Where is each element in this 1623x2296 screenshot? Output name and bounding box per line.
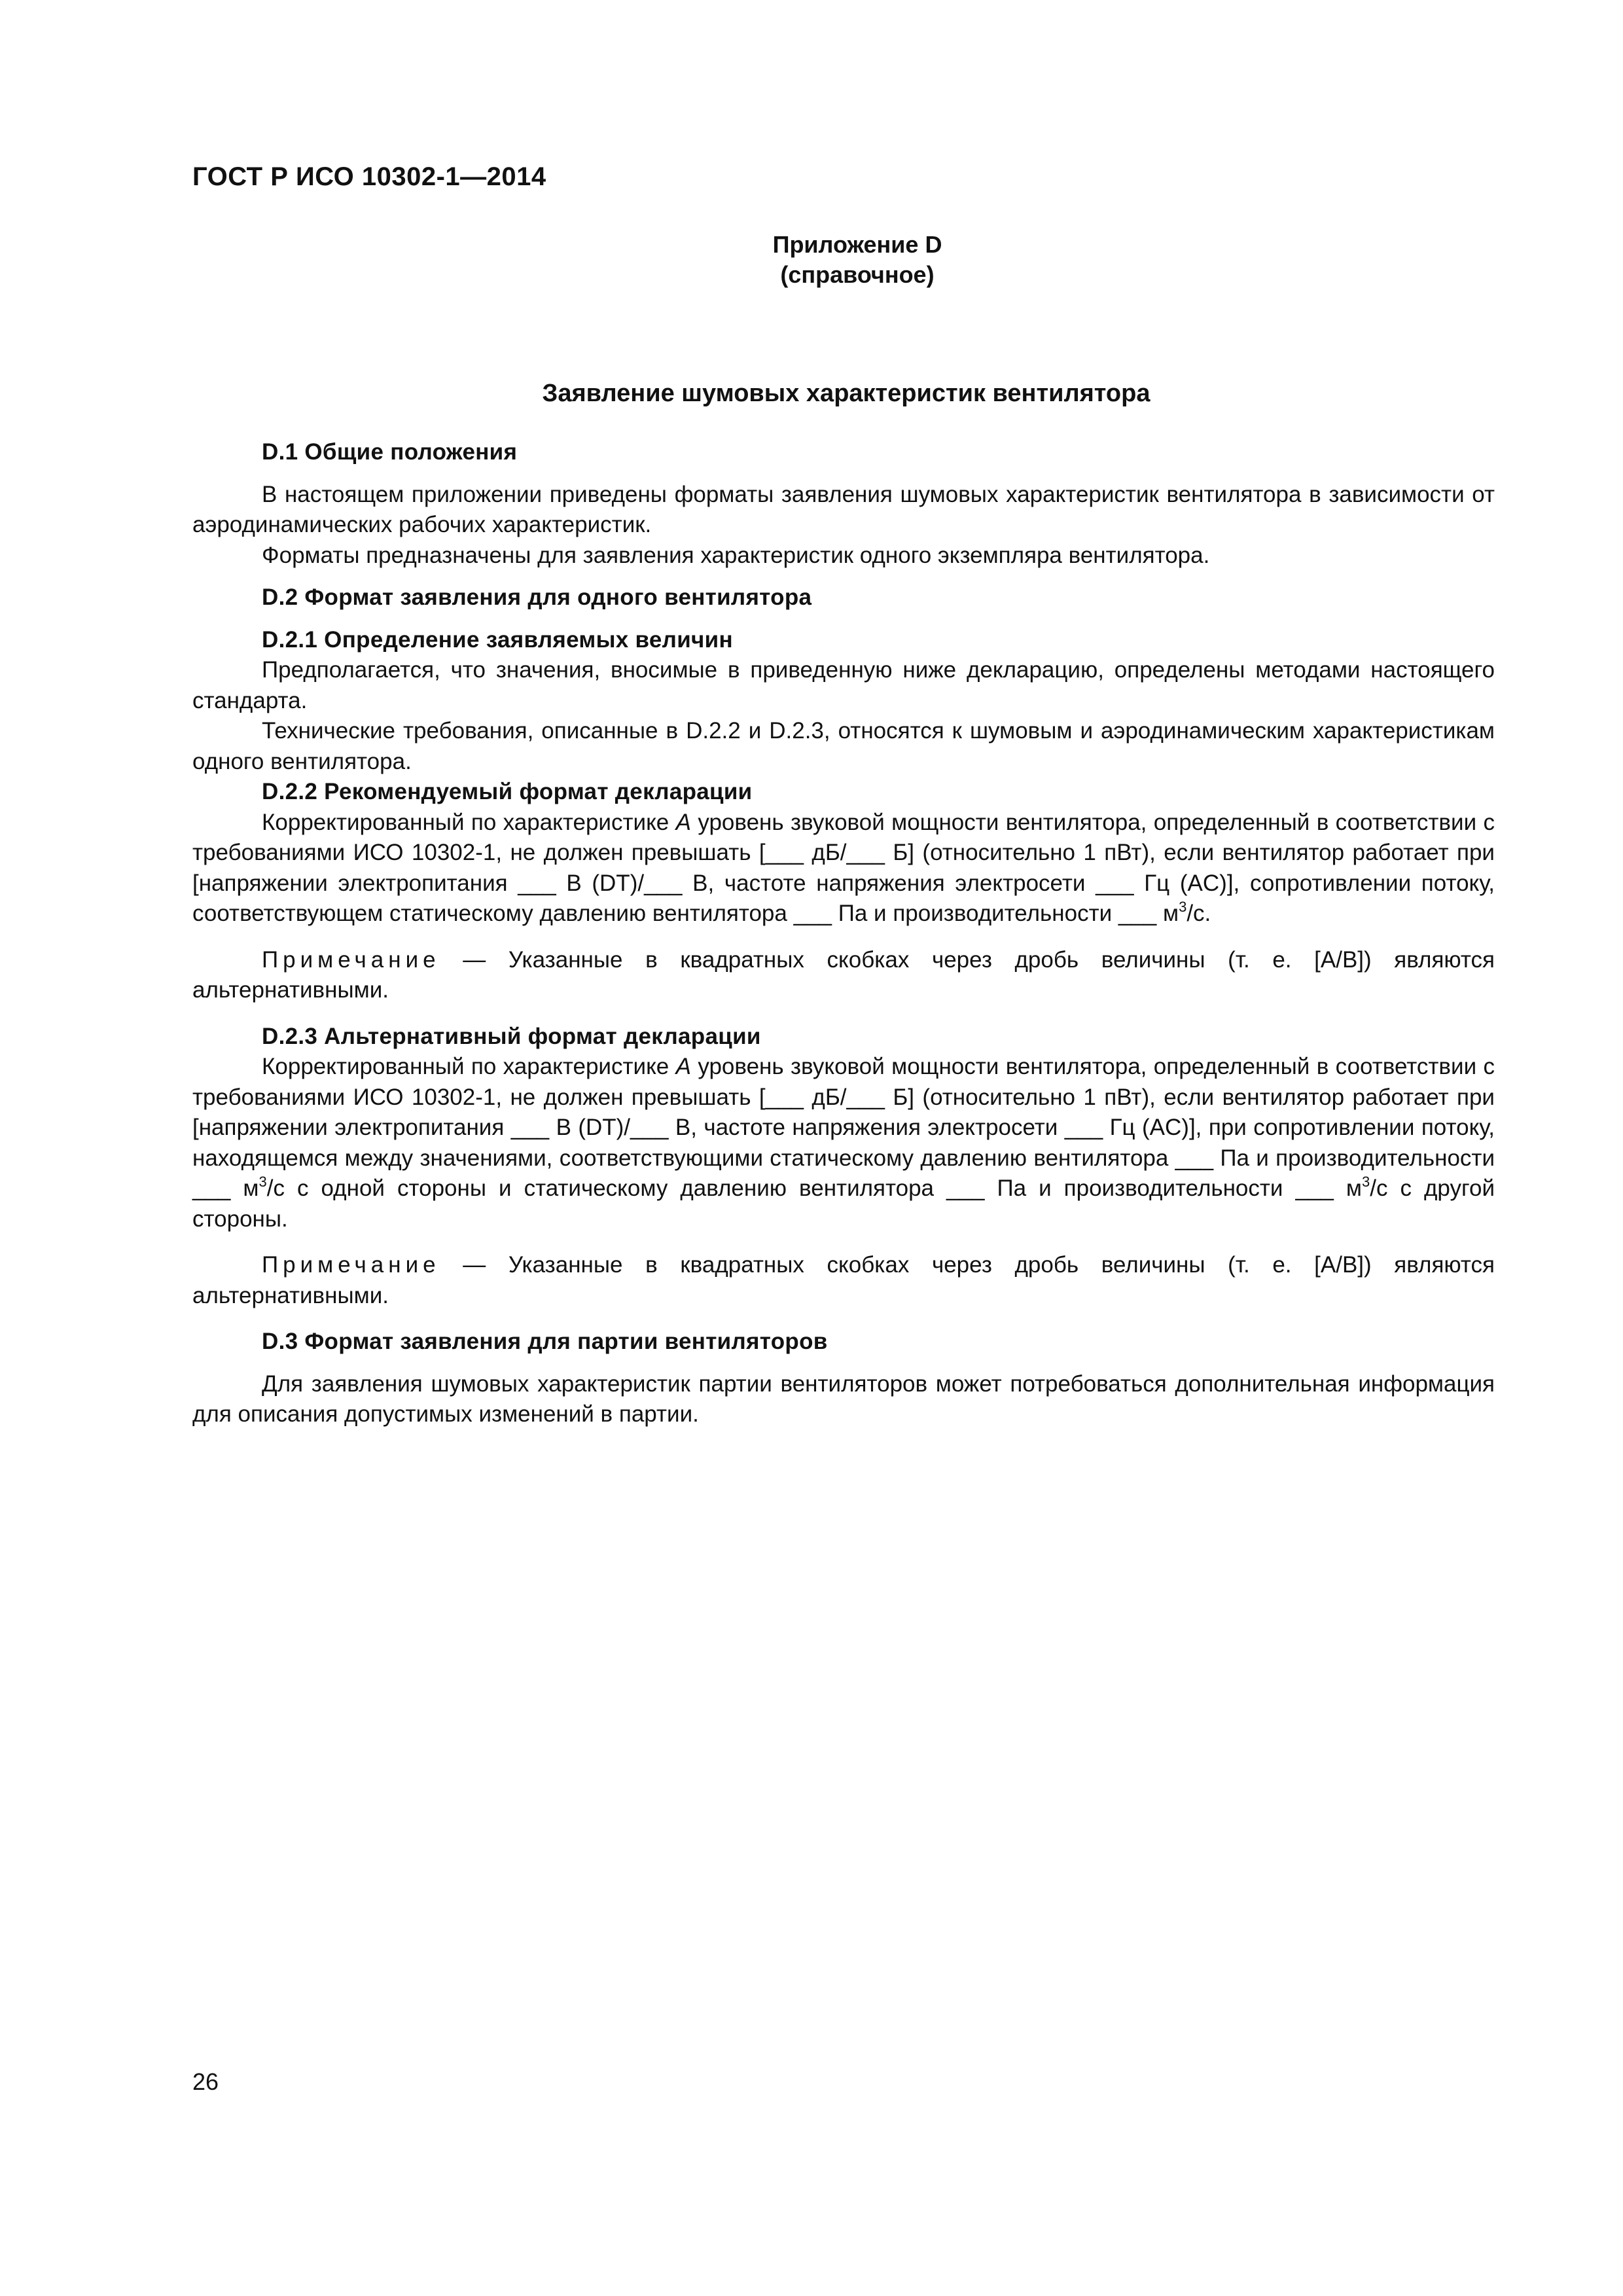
section-heading-d2: D.2 Формат заявления для одного вентилятора [262, 584, 812, 610]
paragraph-d21-1: Предполагается, что значения, вносимые в приведенную ниже декларацию, определены методами настоящего стандарта. [192, 657, 1495, 713]
section-heading-d21: D.2.1 Определение заявляемых величин [262, 626, 733, 653]
paragraph-d3: Для заявления шумовых характеристик партии вентиляторов может потребоваться дополнительная информация для описания допустимых изменений в партии. [192, 1371, 1495, 1427]
annex-type: (справочное) [780, 261, 935, 288]
annex-title: Приложение D [772, 231, 942, 258]
note-label: Примечание [262, 946, 440, 973]
document-body [192, 437, 1495, 1430]
note-d22: Примечание — Указанные в квадратных скобках через дробь величины (т. е. [A/B]) являются альтернативными. [192, 946, 1495, 1003]
section-heading-d3: D.3 Формат заявления для партии вентиляторов [262, 1329, 828, 1354]
paragraph-d22: Корректированный по характеристике A уровень звуковой мощности вентилятора, определенный в соответствии с требованиями ИСО 10302-1, не должен превышать [___ дБ/___ Б] (относительно 1 пВт), если вентилятор работает при [напряжении электропитания ___ В (DT)/___ В, частоте напряжения электросети ___ Гц (AC)], сопротивлении потоку, соответствующем статическому давлению вентилятора ___ Па и производительности ___ $м^3/с$. [192, 809, 1495, 926]
section-heading-d22: D.2.2 Рекомендуемый формат декларации [262, 779, 753, 804]
document-title: Заявление шумовых характеристик вентилятора [542, 380, 1150, 407]
paragraph-d1-1: В настоящем приложении приведены форматы заявления шумовых характеристик вентилятора в зависимости от аэродинамических рабочих характеристик. [192, 481, 1495, 537]
standard-header: ГОСТ Р ИСО 10302-1—2014 [192, 162, 546, 191]
note-d23: Примечание — Указанные в квадратных скобках через дробь величины (т. е. [A/B]) являются альтернативными. [192, 1252, 1495, 1308]
note-label: Примечание [262, 1252, 440, 1278]
section-heading-d23: D.2.3 Альтернативный формат декларации [262, 1023, 761, 1049]
paragraph-d21-2: Технические требования, описанные в D.2.2 и D.2.3, относятся к шумовым и аэродинамическим характеристикам одного вентилятора. [192, 718, 1495, 774]
paragraph-d1-2: Форматы предназначены для заявления характеристик одного экземпляра вентилятора. [262, 542, 1210, 568]
section-heading-d1: D.1 Общие положения [262, 439, 518, 465]
paragraph-d23: Корректированный по характеристике A уровень звуковой мощности вентилятора, определенный в соответствии с требованиями ИСО 10302-1, не должен превышать [___ дБ/___ Б] (относительно 1 пВт), если вентилятор работает при [напряжении электропитания ___ В (DT)/___ В, частоте напряжения электросети ___ Гц (AC)], при сопротивлении потоку, находящемся между значениями, соответствующими статическому давлению вентилятора ___ Па и производительности ___ $м^3/с$ с одной стороны и статическому давлению вентилятора ___ Па и производительности ___ $м^3/с$ с другой стороны. [192, 1054, 1495, 1232]
page-number: 26 [192, 2068, 219, 2095]
